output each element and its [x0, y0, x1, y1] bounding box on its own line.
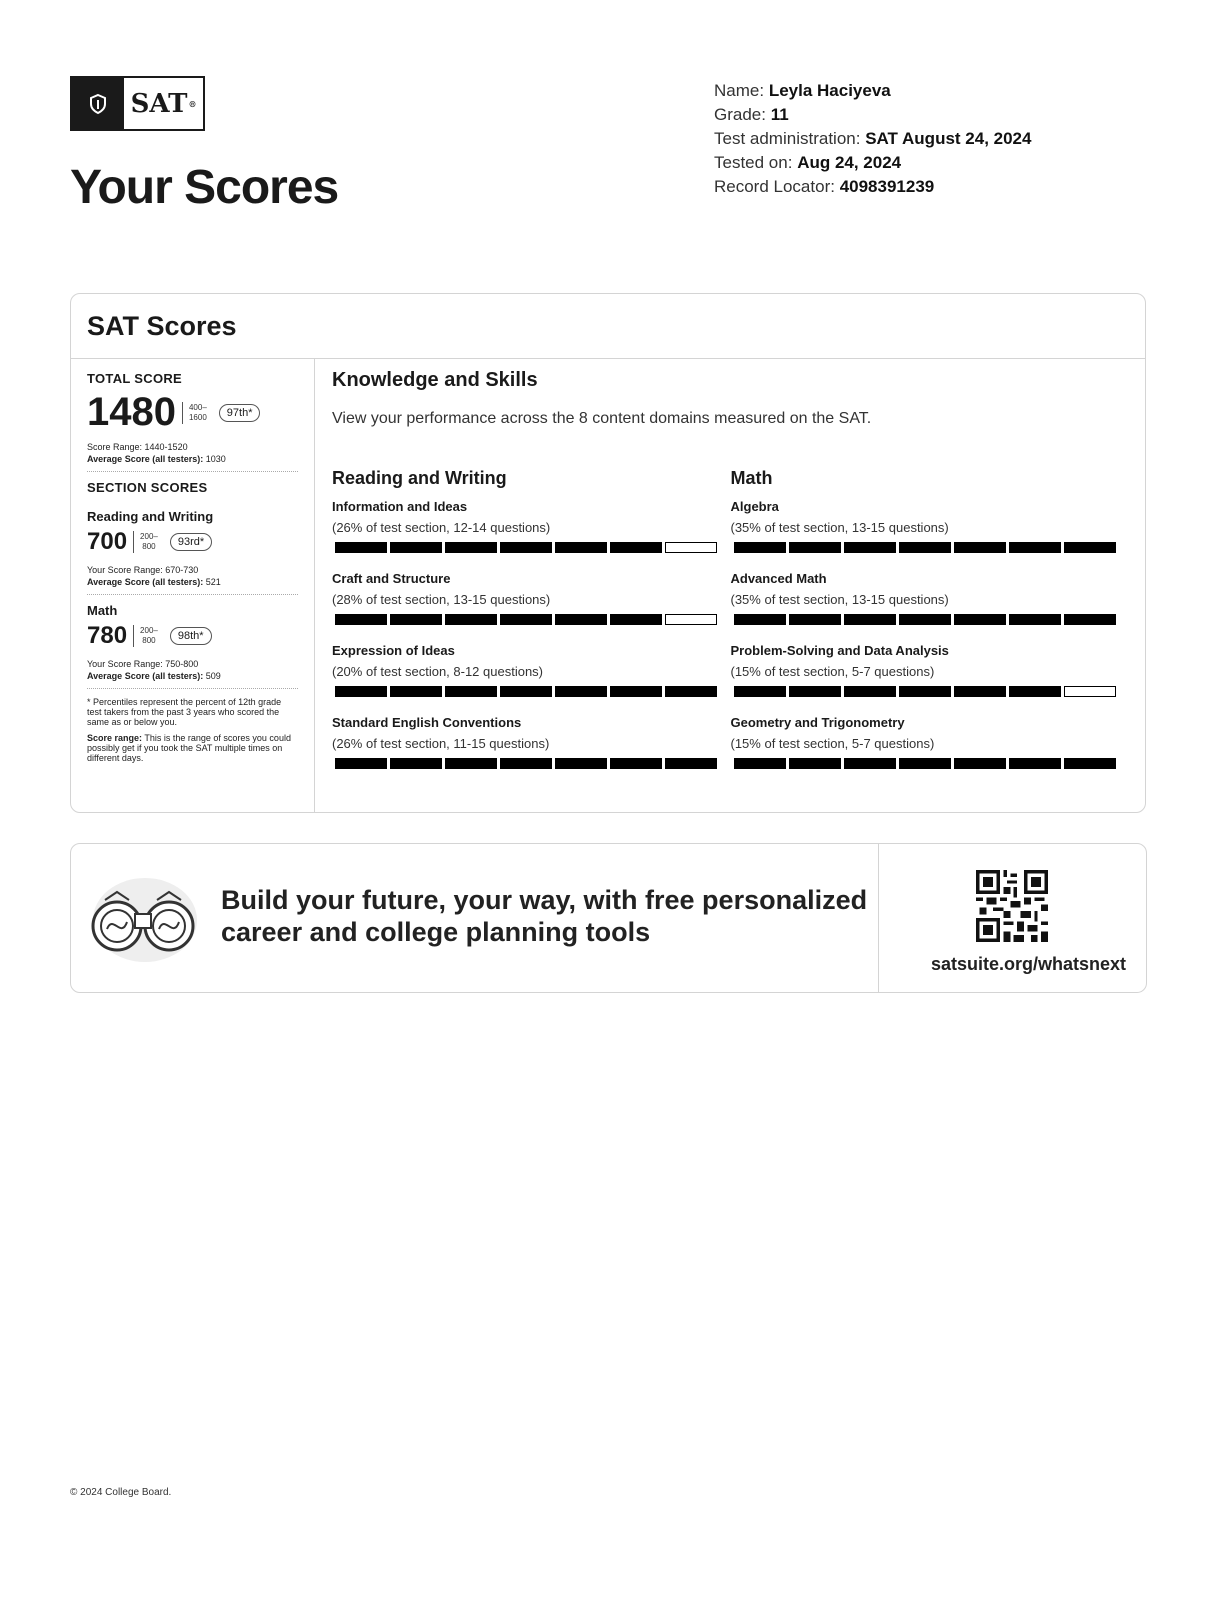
qr-code-icon[interactable] [976, 870, 1048, 947]
student-name: Name: Leyla Haciyeva [714, 81, 891, 100]
performance-bar [734, 542, 1120, 553]
bar-segment-filled [445, 542, 497, 553]
bar-segment-filled [335, 542, 387, 553]
bar-segment-filled [789, 686, 841, 697]
domain-column-heading: Reading and Writing [332, 468, 507, 488]
math-percentile-badge: 98th* [170, 627, 212, 645]
sat-logo [70, 76, 205, 131]
bar-segment-filled [844, 542, 896, 553]
percentile-note: * Percentiles represent the percent of 12th grade test takers from the past 3 years who scored the same as or below you. [87, 697, 282, 727]
score-range-note: Score range: This is the range of scores you could possibly get if you took the SAT multiple times on different days. [87, 733, 291, 763]
total-score-row [87, 390, 298, 435]
section-scores-label: SECTION SCORES [87, 480, 208, 495]
bar-segment-filled [789, 758, 841, 769]
domain-name: Algebra [730, 499, 779, 514]
rw-average: Average Score (all testers): 521 [87, 577, 221, 587]
test-administration: Test administration: SAT August 24, 2024 [714, 129, 1032, 148]
bar-segment-filled [610, 758, 662, 769]
bar-segment-filled [500, 758, 552, 769]
performance-bar [335, 542, 721, 553]
domain-item [731, 571, 1130, 643]
rw-percentile-badge: 93rd* [170, 533, 212, 551]
domain-column [731, 468, 1130, 787]
bar-segment-filled [734, 686, 786, 697]
bar-segment-empty [1064, 686, 1116, 697]
knowledge-title: Knowledge and Skills [332, 369, 538, 391]
banner-headline: Build your future, your way, with free personalized career and college planning tools [221, 885, 868, 947]
domain-detail: (28% of test section, 13-15 questions) [332, 592, 551, 607]
domain-item [332, 571, 731, 643]
total-percentile-badge: 97th* [219, 404, 261, 422]
total-score-range: Score Range: 1440-1520 [87, 442, 188, 452]
bar-segment-empty [665, 614, 717, 625]
domain-detail: (26% of test section, 11-15 questions) [332, 736, 550, 751]
math-score-row: 780 200– 800 98th* [87, 622, 298, 650]
bar-segment-filled [335, 758, 387, 769]
bar-segment-filled [500, 614, 552, 625]
domain-item [731, 643, 1130, 715]
whatsnext-link[interactable]: satsuite.org/whatsnext [930, 954, 1127, 974]
math-score-range: Your Score Range: 750-800 [87, 659, 199, 669]
domain-name: Geometry and Trigonometry [730, 715, 905, 730]
domain-name: Standard English Conventions [332, 715, 522, 730]
bar-segment-filled [555, 686, 607, 697]
bar-segment-filled [335, 686, 387, 697]
bar-segment-filled [445, 758, 497, 769]
total-average: Average Score (all testers): 1030 [87, 454, 226, 464]
bar-segment-filled [1009, 614, 1061, 625]
bar-segment-filled [390, 614, 442, 625]
sat-scores-card [70, 293, 1146, 813]
performance-bar [335, 614, 721, 625]
rw-label: Reading and Writing [87, 509, 214, 524]
math-score: 780 [87, 622, 128, 649]
domain-item [731, 715, 1130, 787]
bar-segment-filled [899, 542, 951, 553]
bar-segment-filled [1009, 542, 1061, 553]
tested-on: Tested on: Aug 24, 2024 [714, 153, 902, 172]
acorn-shield-icon [72, 78, 124, 129]
bar-segment-filled [390, 758, 442, 769]
bar-segment-filled [954, 686, 1006, 697]
student-grade: Grade: 11 [714, 105, 789, 124]
domain-item [332, 715, 731, 787]
student-info [714, 79, 1031, 199]
binoculars-icon [83, 874, 203, 969]
rw-score: 700 [87, 528, 128, 555]
card-title: SAT Scores [71, 294, 1145, 359]
math-label: Math [87, 603, 118, 618]
bar-segment-filled [899, 614, 951, 625]
bar-segment-filled [610, 614, 662, 625]
copyright: © 2024 College Board. [70, 1487, 172, 1498]
bar-segment-filled [899, 758, 951, 769]
domain-detail: (26% of test section, 12-14 questions) [332, 520, 551, 535]
bar-segment-filled [1064, 614, 1116, 625]
domain-name: Expression of Ideas [332, 643, 455, 658]
bar-segment-filled [789, 542, 841, 553]
domain-item [332, 643, 731, 715]
bar-segment-filled [335, 614, 387, 625]
bar-segment-filled [390, 686, 442, 697]
domain-name: Problem-Solving and Data Analysis [730, 643, 949, 658]
math-average: Average Score (all testers): 509 [87, 671, 221, 681]
bar-segment-filled [954, 614, 1006, 625]
bar-segment-filled [390, 542, 442, 553]
rw-score-range: Your Score Range: 670-730 [87, 565, 199, 575]
knowledge-description: View your performance across the 8 content domains measured on the SAT. [332, 410, 872, 427]
bar-segment-filled [1009, 686, 1061, 697]
performance-bar [734, 758, 1120, 769]
record-locator: Record Locator: 4098391239 [714, 177, 935, 196]
bar-segment-filled [500, 542, 552, 553]
domain-detail: (15% of test section, 5-7 questions) [730, 664, 935, 679]
performance-bar [734, 614, 1120, 625]
bar-segment-filled [665, 686, 717, 697]
bar-segment-filled [610, 542, 662, 553]
bar-segment-filled [665, 758, 717, 769]
bar-segment-filled [734, 758, 786, 769]
bar-segment-filled [555, 758, 607, 769]
bar-segment-filled [734, 614, 786, 625]
bar-segment-filled [844, 686, 896, 697]
domain-detail: (35% of test section, 13-15 questions) [730, 520, 949, 535]
bar-segment-filled [789, 614, 841, 625]
bar-segment-filled [954, 758, 1006, 769]
bar-segment-filled [555, 542, 607, 553]
performance-bar [734, 686, 1120, 697]
domain-columns [332, 468, 1129, 787]
bar-segment-filled [1009, 758, 1061, 769]
bar-segment-filled [899, 686, 951, 697]
bar-segment-filled [445, 686, 497, 697]
domain-column-heading: Math [730, 468, 773, 488]
total-score: 1480 [87, 390, 176, 434]
domain-detail: (15% of test section, 5-7 questions) [730, 736, 935, 751]
page-title: Your Scores [70, 161, 339, 214]
domain-column [332, 468, 731, 787]
bar-segment-filled [954, 542, 1006, 553]
bar-segment-filled [555, 614, 607, 625]
domain-name: Information and Ideas [332, 499, 468, 514]
domain-detail: (35% of test section, 13-15 questions) [730, 592, 949, 607]
total-score-label: TOTAL SCORE [87, 371, 183, 386]
bar-segment-filled [610, 686, 662, 697]
bar-segment-filled [844, 758, 896, 769]
bar-segment-filled [734, 542, 786, 553]
logo-wordmark: SAT ® [130, 88, 197, 119]
domain-item [332, 499, 731, 571]
planning-tools-banner [70, 843, 1147, 993]
score-summary [71, 359, 315, 812]
domain-name: Craft and Structure [332, 571, 451, 586]
performance-bar [335, 758, 721, 769]
domain-detail: (20% of test section, 8-12 questions) [332, 664, 544, 679]
bar-segment-empty [665, 542, 717, 553]
performance-bar [335, 686, 721, 697]
bar-segment-filled [445, 614, 497, 625]
bar-segment-filled [1064, 542, 1116, 553]
domain-name: Advanced Math [730, 571, 827, 586]
bar-segment-filled [1064, 758, 1116, 769]
bar-segment-filled [500, 686, 552, 697]
rw-score-row: 700 200– 800 93rd* [87, 528, 298, 556]
domain-item [731, 499, 1130, 571]
total-range: 400– 1600 [188, 402, 207, 422]
knowledge-skills [316, 359, 1145, 812]
bar-segment-filled [844, 614, 896, 625]
